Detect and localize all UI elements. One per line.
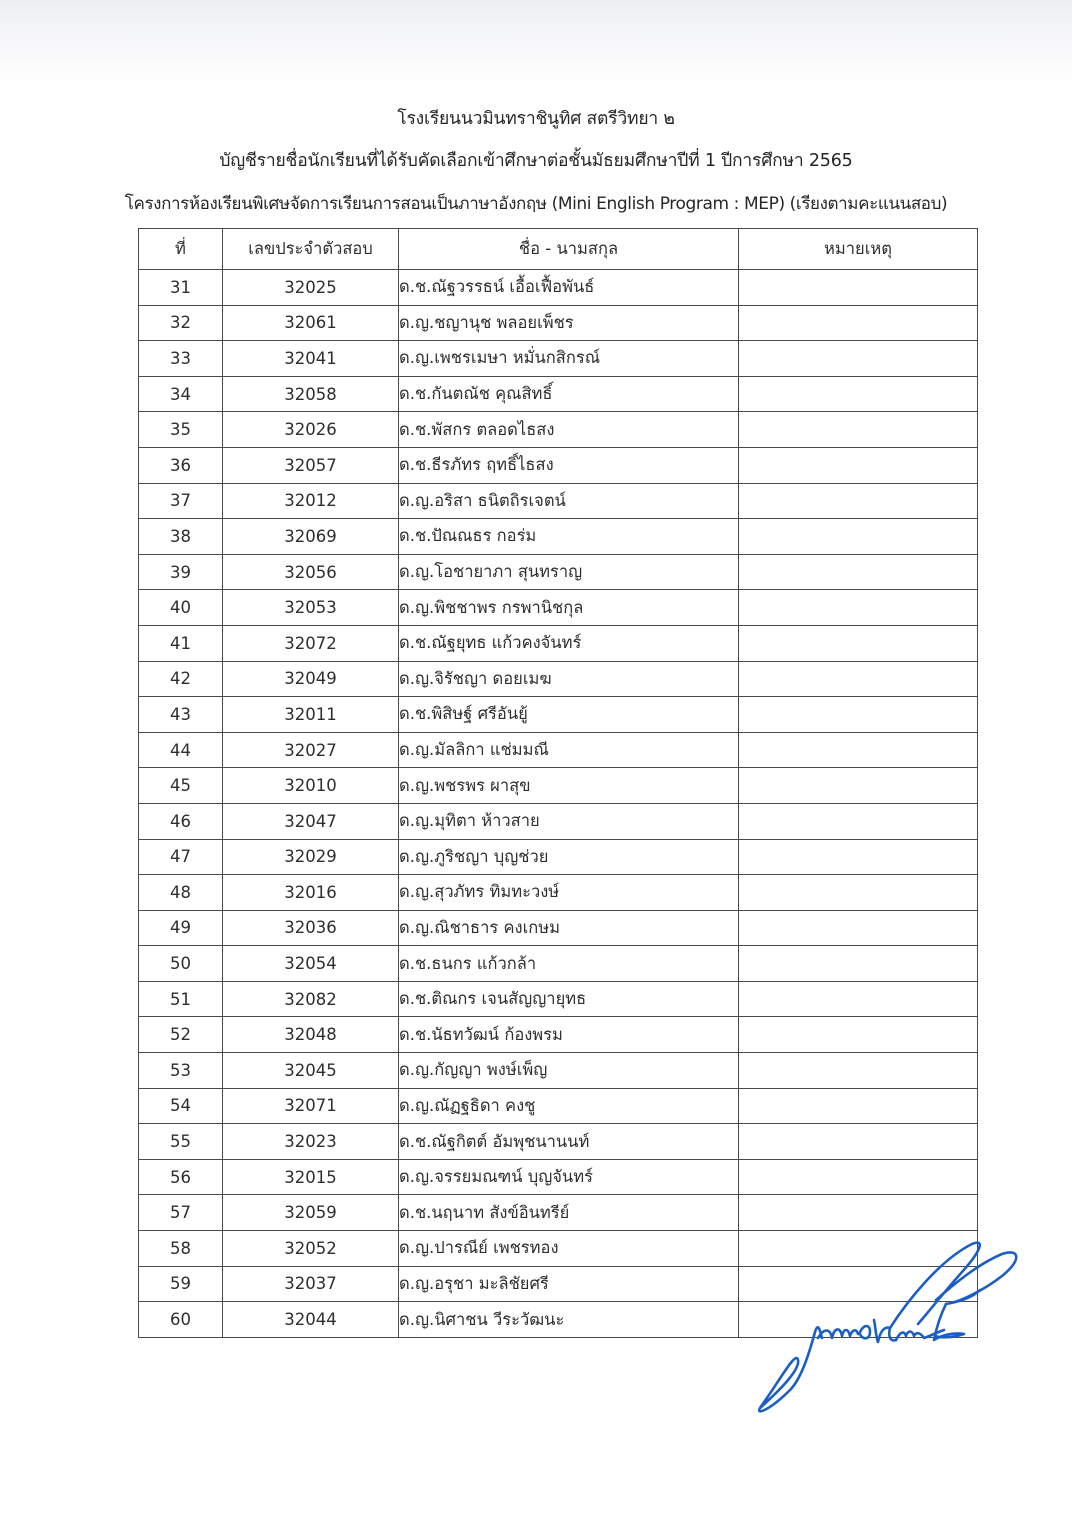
signature-icon [740, 1220, 1040, 1440]
remark [739, 554, 978, 590]
exam-id: 32036 [223, 910, 399, 946]
remark [739, 768, 978, 804]
student-name: ด.ช.ณัฐวรรธน์ เอื้อเฟื้อพันธ์ [399, 270, 739, 306]
row-number: 47 [139, 839, 223, 875]
row-number: 31 [139, 270, 223, 306]
row-number: 40 [139, 590, 223, 626]
student-name: ด.ญ.อรุชา มะลิชัยศรี [399, 1266, 739, 1302]
table-row [139, 1053, 978, 1089]
header-exam-id: เลขประจำตัวสอบ [223, 229, 399, 270]
student-name: ด.ช.ธีรภัทร ฤทธิ์ไธสง [399, 447, 739, 483]
remark [739, 1088, 978, 1124]
student-name: ด.ญ.มุทิตา ห้าวสาย [399, 803, 739, 839]
exam-id: 32023 [223, 1124, 399, 1160]
exam-id: 32059 [223, 1195, 399, 1231]
exam-id: 32011 [223, 697, 399, 733]
student-name: ด.ช.ปัณณธร กอร่ม [399, 519, 739, 555]
remark [739, 376, 978, 412]
table-row [139, 1159, 978, 1195]
table-row [139, 1088, 978, 1124]
row-number: 57 [139, 1195, 223, 1231]
table-row [139, 1017, 978, 1053]
table-row [139, 305, 978, 341]
remark [739, 1124, 978, 1160]
exam-id: 32056 [223, 554, 399, 590]
table-row [139, 946, 978, 982]
table-row [139, 554, 978, 590]
exam-id: 32041 [223, 341, 399, 377]
row-number: 39 [139, 554, 223, 590]
row-number: 51 [139, 981, 223, 1017]
exam-id: 32053 [223, 590, 399, 626]
table-row [139, 697, 978, 733]
student-name: ด.ญ.โอชายาภา สุนทราญ [399, 554, 739, 590]
exam-id: 32037 [223, 1266, 399, 1302]
student-name: ด.ญ.อริสา ธนิตถิรเจตน์ [399, 483, 739, 519]
row-number: 42 [139, 661, 223, 697]
table-row [139, 981, 978, 1017]
remark [739, 625, 978, 661]
table-row [139, 447, 978, 483]
remark [739, 875, 978, 911]
table-row [139, 1124, 978, 1160]
remark [739, 697, 978, 733]
exam-id: 32061 [223, 305, 399, 341]
school-name: โรงเรียนนวมินทราชินูทิศ สตรีวิทยา ๒ [397, 109, 675, 129]
row-number: 56 [139, 1159, 223, 1195]
row-number: 53 [139, 1053, 223, 1089]
row-number: 58 [139, 1231, 223, 1267]
student-name: ด.ญ.พิชชาพร กรพานิชกุล [399, 590, 739, 626]
row-number: 60 [139, 1302, 223, 1338]
table-row [139, 625, 978, 661]
remark [739, 732, 978, 768]
row-number: 36 [139, 447, 223, 483]
exam-id: 32048 [223, 1017, 399, 1053]
remark [739, 447, 978, 483]
remark [739, 1159, 978, 1195]
student-name: ด.ญ.กัญญา พงษ์เพ็ญ [399, 1053, 739, 1089]
exam-id: 32027 [223, 732, 399, 768]
remark [739, 519, 978, 555]
remark [739, 946, 978, 982]
exam-id: 32016 [223, 875, 399, 911]
table-row [139, 270, 978, 306]
remark [739, 483, 978, 519]
exam-id: 32015 [223, 1159, 399, 1195]
row-number: 48 [139, 875, 223, 911]
student-name: ด.ช.ติณกร เจนสัญญายุทธ [399, 981, 739, 1017]
row-number: 55 [139, 1124, 223, 1160]
student-roster-table [138, 228, 978, 1338]
student-name: ด.ช.ธนกร แก้วกล้า [399, 946, 739, 982]
table-row [139, 590, 978, 626]
row-number: 38 [139, 519, 223, 555]
student-name: ด.ญ.เพชรเมษา หมั่นกสิกรณ์ [399, 341, 739, 377]
exam-id: 32072 [223, 625, 399, 661]
remark [739, 661, 978, 697]
exam-id: 32054 [223, 946, 399, 982]
remark [739, 1053, 978, 1089]
table-row [139, 875, 978, 911]
student-name: ด.ช.ณัฐกิตต์ อัมพุชนานนท์ [399, 1124, 739, 1160]
table-row [139, 519, 978, 555]
table-row [139, 661, 978, 697]
header-remark: หมายเหตุ [739, 229, 978, 270]
remark [739, 803, 978, 839]
exam-id: 32058 [223, 376, 399, 412]
exam-id: 32082 [223, 981, 399, 1017]
table-row [139, 412, 978, 448]
program-title: โครงการห้องเรียนพิเศษจัดการเรียนการสอนเป็นภาษาอังกฤษ (Mini English Program : MEP) (เรียงตามคะแนนสอบ) [124, 194, 948, 214]
table-row [139, 803, 978, 839]
exam-id: 32025 [223, 270, 399, 306]
row-number: 59 [139, 1266, 223, 1302]
student-name: ด.ช.พัสกร ตลอดไธสง [399, 412, 739, 448]
student-name: ด.ช.นฤนาท สังข์อินทรีย์ [399, 1195, 739, 1231]
row-number: 49 [139, 910, 223, 946]
row-number: 35 [139, 412, 223, 448]
student-name: ด.ญ.ชญานุช พลอยเพ็ชร [399, 305, 739, 341]
row-number: 41 [139, 625, 223, 661]
row-number: 45 [139, 768, 223, 804]
remark [739, 341, 978, 377]
table-row [139, 341, 978, 377]
exam-id: 32047 [223, 803, 399, 839]
student-name: ด.ญ.จิรัชญา ดอยเมฆ [399, 661, 739, 697]
student-name: ด.ญ.พชรพร ผาสุข [399, 768, 739, 804]
table-row [139, 839, 978, 875]
remark [739, 1017, 978, 1053]
student-name: ด.ญ.มัลลิกา แช่มมณี [399, 732, 739, 768]
student-name: ด.ญ.ปารณีย์ เพชรทอง [399, 1231, 739, 1267]
remark [739, 981, 978, 1017]
table-body [139, 270, 978, 1338]
row-number: 34 [139, 376, 223, 412]
exam-id: 32052 [223, 1231, 399, 1267]
student-name: ด.ช.ณัฐยุทธ แก้วคงจันทร์ [399, 625, 739, 661]
row-number: 50 [139, 946, 223, 982]
exam-id: 32057 [223, 447, 399, 483]
row-number: 44 [139, 732, 223, 768]
table-row [139, 768, 978, 804]
remark [739, 910, 978, 946]
row-number: 43 [139, 697, 223, 733]
student-name: ด.ญ.ณัฏฐธิดา คงชู [399, 1088, 739, 1124]
table-row [139, 483, 978, 519]
row-number: 33 [139, 341, 223, 377]
student-name: ด.ญ.ณิชาธาร คงเกษม [399, 910, 739, 946]
exam-id: 32012 [223, 483, 399, 519]
exam-id: 32045 [223, 1053, 399, 1089]
exam-id: 32071 [223, 1088, 399, 1124]
student-name: ด.ช.นัธทวัฒน์ ก้องพรม [399, 1017, 739, 1053]
exam-id: 32029 [223, 839, 399, 875]
exam-id: 32010 [223, 768, 399, 804]
remark [739, 305, 978, 341]
table-row [139, 732, 978, 768]
row-number: 37 [139, 483, 223, 519]
exam-id: 32044 [223, 1302, 399, 1338]
header-no: ที่ [139, 229, 223, 270]
remark [739, 839, 978, 875]
exam-id: 32026 [223, 412, 399, 448]
remark [739, 412, 978, 448]
student-name: ด.ช.พิสิษฐ์ ศรีอันยู้ [399, 697, 739, 733]
student-name: ด.ญ.นิศาชน วีระวัฒนะ [399, 1302, 739, 1338]
exam-id: 32069 [223, 519, 399, 555]
row-number: 52 [139, 1017, 223, 1053]
remark [739, 590, 978, 626]
table-header-row [139, 229, 978, 270]
student-name: ด.ญ.ภูริชญา บุญช่วย [399, 839, 739, 875]
document-title: บัญชีรายชื่อนักเรียนที่ได้รับคัดเลือกเข้าศึกษาต่อชั้นมัธยมศึกษาปีที่ 1 ปีการศึกษา 2565 [219, 151, 853, 171]
header-name: ชื่อ - นามสกุล [399, 229, 739, 270]
row-number: 32 [139, 305, 223, 341]
row-number: 54 [139, 1088, 223, 1124]
student-name: ด.ญ.สุวภัทร ทิมทะวงษ์ [399, 875, 739, 911]
student-name: ด.ญ.จรรยมณฑน์ บุญจันทร์ [399, 1159, 739, 1195]
row-number: 46 [139, 803, 223, 839]
remark [739, 270, 978, 306]
student-name: ด.ช.กันตณัช คุณสิทธิ์ [399, 376, 739, 412]
exam-id: 32049 [223, 661, 399, 697]
table-row [139, 910, 978, 946]
table-row [139, 376, 978, 412]
